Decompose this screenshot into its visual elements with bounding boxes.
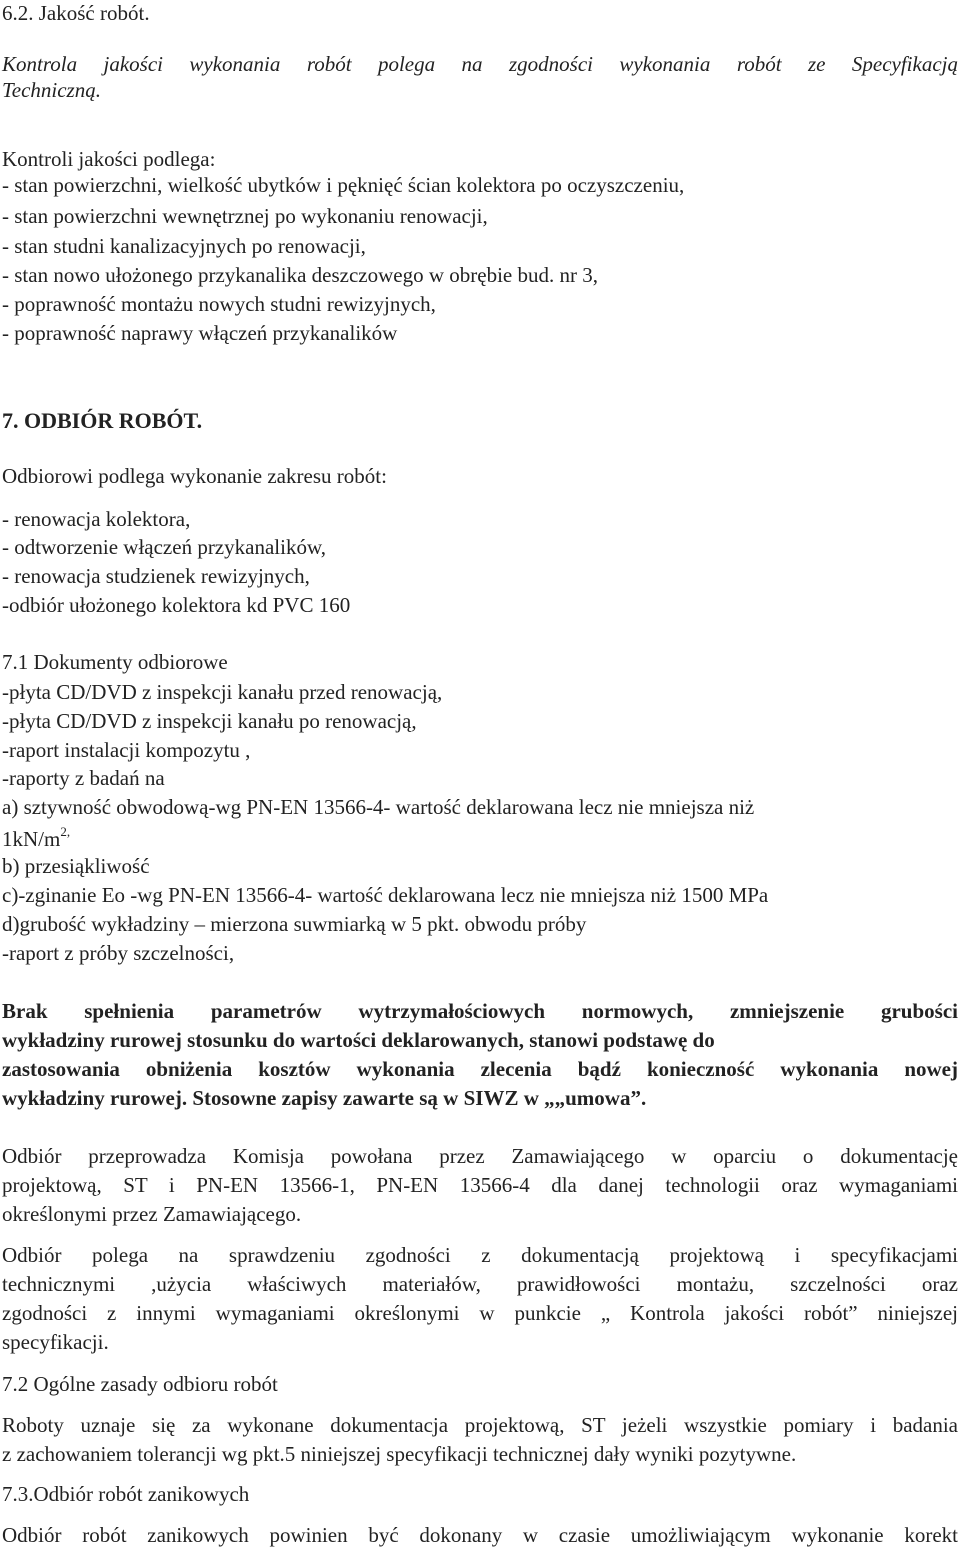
- quality-list-item: - stan nowo ułożonego przykanalika deszczowego w obrębie bud. nr 3,: [2, 263, 598, 287]
- document-item: -płyta CD/DVD z inspekcji kanału po renowacją,: [2, 709, 417, 733]
- unit-superscript: 2,: [60, 824, 71, 839]
- paragraph-line: Roboty uznaje się za wykonane dokumentacja projektową, ST jeżeli wszystkie pomiary i badania: [2, 1413, 958, 1437]
- paragraph-line: specyfikacji.: [2, 1330, 109, 1354]
- quality-list-item: - poprawność montażu nowych studni rewizyjnych,: [2, 292, 436, 316]
- intro-line-2: Techniczną.: [2, 78, 101, 102]
- document-item: -raporty z badań na: [2, 766, 165, 790]
- section-heading-7-1: 7.1 Dokumenty odbiorowe: [2, 650, 228, 674]
- acceptance-item: - renowacja studzienek rewizyjnych,: [2, 564, 310, 588]
- quality-list-item: - stan powierzchni wewnętrznej po wykonaniu renowacji,: [2, 204, 488, 228]
- bold-paragraph-line: wykładziny rurowej stosunku do wartości deklarowanych, stanowi podstawę do: [2, 1028, 715, 1052]
- document-item: c)-zginanie Eo -wg PN-EN 13566-4- wartość deklarowana lecz nie mniejsza niż 1500 MPa: [2, 883, 769, 907]
- acceptance-item: -odbiór ułożonego kolektora kd PVC 160: [2, 593, 351, 617]
- quality-list-title: Kontroli jakości podlega:: [2, 147, 216, 171]
- paragraph-line: projektową, ST i PN-EN 13566-1, PN-EN 13566-4 dla danej technologii oraz wymaganiami: [2, 1173, 958, 1197]
- quality-list-item: - stan studni kanalizacyjnych po renowacji,: [2, 234, 366, 258]
- quality-list-item: - poprawność naprawy włączeń przykanalików: [2, 321, 398, 345]
- paragraph-line: Odbiór robót zanikowych powinien być dokonany w czasie umożliwiającym wykonanie korekt: [2, 1523, 958, 1547]
- acceptance-item: - renowacja kolektora,: [2, 507, 191, 531]
- paragraph-line: zgodności z innymi wymaganiami określonymi w punkcie „ Kontrola jakości robót” niniejszej: [2, 1301, 958, 1325]
- section-heading-7-2: 7.2 Ogólne zasady odbioru robót: [2, 1372, 278, 1396]
- acceptance-item: - odtworzenie włączeń przykanalików,: [2, 535, 326, 559]
- document-item: -raport z próby szczelności,: [2, 941, 235, 965]
- paragraph-line: z zachowaniem tolerancji wg pkt.5 niniejszej specyfikacji technicznej dały wyniki pozytywne.: [2, 1442, 797, 1466]
- bold-paragraph-line: wykładziny rurowej. Stosowne zapisy zawarte są w SIWZ w „„umowa”.: [2, 1086, 647, 1110]
- paragraph-line: Odbiór przeprowadza Komisja powołana przez Zamawiającego w oparciu o dokumentację: [2, 1144, 958, 1168]
- paragraph-line: Odbiór polega na sprawdzeniu zgodności z dokumentacją projektową i specyfikacjami: [2, 1243, 958, 1267]
- paragraph-line: określonymi przez Zamawiającego.: [2, 1202, 302, 1226]
- document-item: b) przesiąkliwość: [2, 854, 150, 878]
- document-item: -płyta CD/DVD z inspekcji kanału przed renowacją,: [2, 680, 443, 704]
- unit-line: [2, 824, 71, 851]
- document-item: a) sztywność obwodową-wg PN-EN 13566-4- wartość deklarowana lecz nie mniejsza niż: [2, 795, 755, 819]
- bold-paragraph-line: Brak spełnienia parametrów wytrzymałościowych normowych, zmniejszenie grubości: [2, 999, 958, 1023]
- document-item: -raport instalacji kompozytu ,: [2, 738, 251, 762]
- quality-list-item: - stan powierzchni, wielkość ubytków i pęknięć ścian kolektora po oczyszczeniu,: [2, 173, 685, 197]
- section-heading-6-2: 6.2. Jakość robót.: [2, 1, 150, 25]
- section-heading-7: 7. ODBIÓR ROBÓT.: [2, 408, 203, 433]
- unit-base: 1kN/m: [2, 827, 61, 851]
- bold-paragraph-line: zastosowania obniżenia kosztów wykonania zlecenia bądź konieczność wykonania nowej: [2, 1057, 958, 1081]
- document-item: d)grubość wykładziny – mierzona suwmiarką w 5 pkt. obwodu próby: [2, 912, 587, 936]
- paragraph-line: technicznymi ,użycia właściwych materiałów, prawidłowości montażu, szczelności oraz: [2, 1272, 958, 1296]
- section-heading-7-3: 7.3.Odbiór robót zanikowych: [2, 1482, 250, 1506]
- intro-line-1: Kontrola jakości wykonania robót polega na zgodności wykonania robót ze Specyfikacją: [2, 52, 958, 76]
- acceptance-intro: Odbiorowi podlega wykonanie zakresu robót:: [2, 464, 387, 488]
